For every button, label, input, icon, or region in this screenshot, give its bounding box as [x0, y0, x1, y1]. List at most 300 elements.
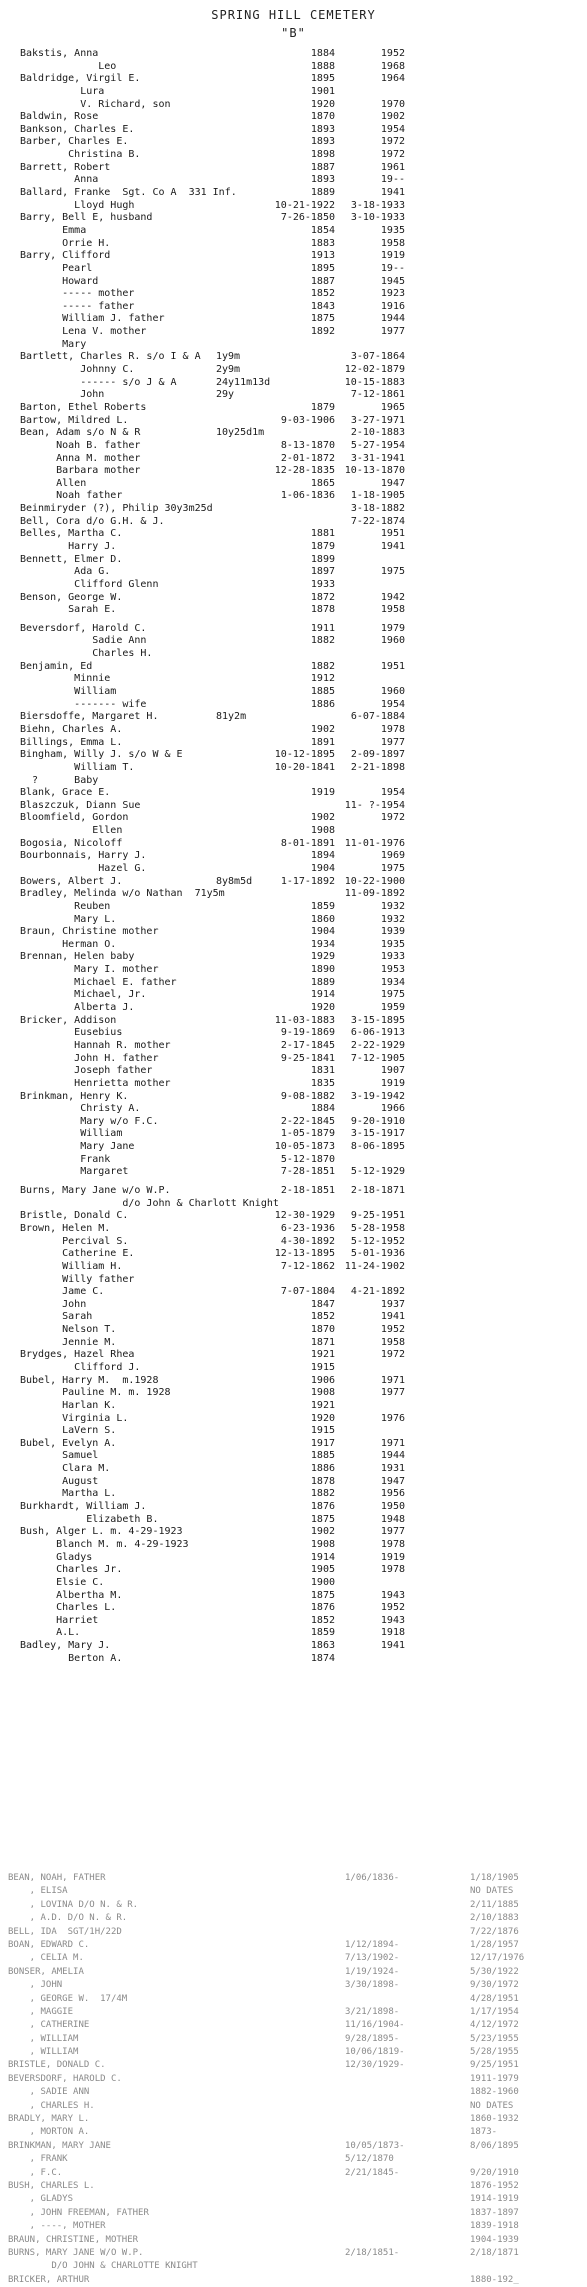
burial-died: 1954 — [380, 787, 405, 799]
typed-name: , WILLIAM — [8, 2033, 79, 2044]
typed-name: BRADLY, MARY L. — [8, 2114, 90, 2125]
typed-name: , GLADYS — [8, 2194, 74, 2205]
typed-row — [0, 1979, 587, 1992]
burial-name: Jame C. — [20, 1286, 105, 1298]
burial-name: Catherine E. — [20, 1248, 135, 1260]
burial-name: William — [20, 686, 117, 698]
typed-row — [0, 1899, 587, 1912]
burial-name: Reuben — [20, 900, 111, 912]
burial-born: 1874 — [310, 1652, 335, 1664]
burial-name: Harriet — [20, 1614, 99, 1626]
burial-row — [0, 1261, 587, 1274]
burial-died: 1934 — [380, 976, 405, 988]
burial-row — [0, 749, 587, 762]
burial-died: 1971 — [380, 1437, 405, 1449]
burial-row — [0, 276, 587, 289]
typed-row — [0, 2207, 587, 2220]
typed-row — [0, 2006, 587, 2019]
burial-name: Barrett, Robert — [20, 161, 111, 173]
burial-died: 1971 — [380, 1374, 405, 1386]
burial-born: 2-01-1872 — [280, 452, 335, 464]
burial-name: ----- father — [20, 300, 135, 312]
typed-row — [0, 2033, 587, 2046]
burial-died: 19-- — [380, 174, 405, 186]
burial-born: 1875 — [310, 1589, 335, 1601]
burial-born: 1859 — [310, 900, 335, 912]
burial-row — [0, 528, 587, 541]
burial-died: 12-02-1879 — [344, 364, 405, 376]
burial-name: Martha L. — [20, 1488, 117, 1500]
burial-row — [0, 1078, 587, 1091]
burial-died: 1941 — [380, 1311, 405, 1323]
burial-name: ? Baby — [20, 774, 99, 786]
burial-born: 1906 — [310, 1374, 335, 1386]
burial-died: 1960 — [380, 686, 405, 698]
burial-died: 1-18-1905 — [350, 490, 405, 502]
typed-date-end: 9/30/1972 — [470, 1980, 519, 1991]
typed-name: , CATHERINE — [8, 2020, 90, 2031]
burial-row — [0, 1324, 587, 1337]
typed-name: , FRANK — [8, 2154, 68, 2165]
burial-row — [0, 1166, 587, 1179]
burial-row — [0, 926, 587, 939]
typed-date-end: 1873- — [470, 2127, 498, 2138]
burial-name: Badley, Mary J. — [20, 1640, 111, 1652]
typed-row — [0, 2234, 587, 2247]
typed-row — [0, 1872, 587, 1885]
burial-died: 1951 — [380, 660, 405, 672]
burial-died: 1977 — [380, 1526, 405, 1538]
burial-row — [0, 174, 587, 187]
burial-born: 1895 — [310, 73, 335, 85]
typed-row — [0, 1885, 587, 1898]
burial-name: Ballard, Franke Sgt. Co A 331 Inf. — [20, 187, 237, 199]
burial-died: 1935 — [380, 224, 405, 236]
burial-died: 1918 — [380, 1627, 405, 1639]
burial-name: Barton, Ethel Roberts — [20, 401, 147, 413]
burial-row — [0, 326, 587, 339]
burial-row — [0, 351, 587, 364]
burial-row — [0, 225, 587, 238]
burial-name: Bowers, Albert J. — [20, 875, 123, 887]
burial-died: 11- ?-1954 — [344, 799, 405, 811]
burial-born: 10-21-1922 — [274, 199, 335, 211]
burial-born: 1875 — [310, 1513, 335, 1525]
burial-row — [0, 1640, 587, 1653]
typed-row — [0, 1993, 587, 2006]
burial-born: 1905 — [310, 1564, 335, 1576]
typed-name: BRINKMAN, MARY JANE — [8, 2140, 111, 2151]
burial-born: 1870 — [310, 111, 335, 123]
burial-born: 1929 — [310, 951, 335, 963]
burial-name: Brydges, Hazel Rhea — [20, 1349, 135, 1361]
typed-name: , WILLIAM — [8, 2047, 79, 2058]
burial-died: 1919 — [380, 250, 405, 262]
typed-date: 10/05/1873- — [345, 2140, 405, 2151]
typed-row — [0, 2113, 587, 2126]
burial-died: 10-22-1900 — [344, 875, 405, 887]
burial-name: Clifford Glenn — [20, 578, 159, 590]
burial-row — [0, 775, 587, 788]
typed-name: , JOHN — [8, 1980, 63, 1991]
typed-date-end: 1/18/1905 — [470, 1873, 519, 1883]
burial-name: Elizabeth B. — [20, 1513, 159, 1525]
burial-row — [0, 1400, 587, 1413]
typed-date-end: 1914-1919 — [470, 2194, 519, 2205]
burial-name: Frank — [20, 1153, 111, 1165]
burial-row — [0, 1438, 587, 1451]
burial-died: 3-31-1941 — [350, 452, 405, 464]
burial-row — [0, 1065, 587, 1078]
burial-born: 1863 — [310, 1640, 335, 1652]
burial-died: 1966 — [380, 1103, 405, 1115]
burial-row — [0, 339, 587, 352]
burial-row — [0, 1602, 587, 1615]
burial-row — [0, 711, 587, 724]
burial-born: 12-28-1835 — [274, 465, 335, 477]
burial-born: 1894 — [310, 850, 335, 862]
section-letter: "B" — [281, 26, 306, 40]
burial-row — [0, 1236, 587, 1249]
burial-name: Christina B. — [20, 149, 141, 161]
typed-row — [0, 2274, 587, 2287]
typed-row — [0, 1952, 587, 1965]
burial-born: 9-25-1841 — [280, 1052, 335, 1064]
burial-name: Leo — [20, 60, 117, 72]
burial-born: 1897 — [310, 566, 335, 578]
typed-row — [0, 2140, 587, 2153]
burial-row — [0, 1526, 587, 1539]
burial-died: 7-22-1874 — [350, 515, 405, 527]
typed-date-end: 1839-1918 — [470, 2221, 519, 2232]
burial-row — [0, 136, 587, 149]
burial-died: 1902 — [380, 111, 405, 123]
burial-born: 12-30-1929 — [274, 1210, 335, 1222]
burial-name: Barry, Clifford — [20, 250, 111, 262]
document-title: SPRING HILL CEMETERY — [211, 8, 376, 22]
burial-row — [0, 86, 587, 99]
burial-born: 1870 — [310, 1324, 335, 1336]
burial-died: 1960 — [380, 635, 405, 647]
burial-born: 1884 — [310, 1103, 335, 1115]
burial-born: 1852 — [310, 1311, 335, 1323]
burial-born: 1921 — [310, 1399, 335, 1411]
burial-died: 1972 — [380, 149, 405, 161]
typed-date: 1/06/1836- — [345, 1873, 400, 1883]
burial-name: Bartow, Mildred L. — [20, 414, 129, 426]
burial-name: John — [20, 1298, 87, 1310]
burial-name: Pearl — [20, 262, 93, 274]
typed-date-end: 2/11/1885 — [470, 1899, 519, 1910]
typed-row — [0, 2059, 587, 2072]
burial-row — [0, 1040, 587, 1053]
burial-row — [0, 1577, 587, 1590]
burial-born: 1-05-1879 — [280, 1128, 335, 1140]
typed-name: , JOHN FREEMAN, FATHER — [8, 2207, 149, 2218]
typed-date-end: 1/17/1954 — [470, 2006, 519, 2017]
burial-born: 1852 — [310, 1614, 335, 1626]
typed-row — [0, 1939, 587, 1952]
burial-name: ------- wife — [20, 698, 147, 710]
burial-born: 1881 — [310, 528, 335, 540]
burial-name: Willy father — [20, 1273, 135, 1285]
typed-date-end: 4/28/1951 — [470, 1993, 519, 2004]
burial-row — [0, 111, 587, 124]
burial-born: 1892 — [310, 326, 335, 338]
typed-date-end: 1/28/1957 — [470, 1939, 519, 1950]
typed-date: 1/12/1894- — [345, 1939, 400, 1950]
typed-name: , MAGGIE — [8, 2006, 74, 2017]
burial-name: Baldwin, Rose — [20, 111, 99, 123]
burial-row — [0, 989, 587, 1002]
burial-died: 1972 — [380, 812, 405, 824]
burial-row — [0, 737, 587, 750]
burial-row — [0, 648, 587, 661]
burial-name: d/o John & Charlott Knight — [20, 1197, 279, 1209]
burial-row — [0, 901, 587, 914]
burial-died: 1970 — [380, 98, 405, 110]
burial-name: LaVern S. — [20, 1425, 117, 1437]
burial-name: Sadie Ann — [20, 635, 147, 647]
burial-born: 1-17-1892 — [280, 875, 335, 887]
burial-row — [0, 635, 587, 648]
burial-row — [0, 61, 587, 74]
burial-died: 1979 — [380, 622, 405, 634]
burial-name: Percival S. — [20, 1235, 129, 1247]
typed-date-end: 2/10/1883 — [470, 1913, 519, 1924]
burial-name: Bakstis, Anna — [20, 48, 99, 59]
burial-died: 1954 — [380, 123, 405, 135]
burial-died: 1969 — [380, 850, 405, 862]
burial-born: 1914 — [310, 1551, 335, 1563]
burial-born: 1883 — [310, 237, 335, 249]
burial-row — [0, 977, 587, 990]
burial-row — [0, 1091, 587, 1104]
typed-name: BEVERSDORF, HAROLD C. — [8, 2073, 122, 2084]
burial-row — [0, 301, 587, 314]
typed-date-end: 2/18/1871 — [470, 2247, 519, 2258]
burial-name: Bourbonnais, Harry J. — [20, 850, 147, 862]
burial-row — [0, 623, 587, 636]
burial-name: Pauline M. m. 1928 — [20, 1387, 171, 1399]
burial-name: Orrie H. — [20, 237, 111, 249]
burial-born: 1889 — [310, 976, 335, 988]
burial-died: 1964 — [380, 73, 405, 85]
burial-row — [0, 812, 587, 825]
burial-row — [0, 1015, 587, 1028]
burial-died: 1944 — [380, 313, 405, 325]
burial-died: 1947 — [380, 477, 405, 489]
typed-date-end: NO DATES — [470, 2100, 514, 2111]
burial-row — [0, 1210, 587, 1223]
burial-row — [0, 1463, 587, 1476]
typed-date-end: 12/17/1976 — [470, 1953, 525, 1964]
typed-row — [0, 2019, 587, 2032]
burial-died: 4-21-1892 — [350, 1286, 405, 1298]
burial-row — [0, 1387, 587, 1400]
burial-name: Samuel — [20, 1450, 99, 1462]
burial-died: 1950 — [380, 1501, 405, 1513]
burial-died: 1919 — [380, 1077, 405, 1089]
burial-died: 2-18-1871 — [350, 1185, 405, 1197]
burial-born: 1904 — [310, 863, 335, 874]
burial-row — [0, 888, 587, 901]
burial-name: Sarah E. — [20, 604, 117, 616]
burial-name: Burkhardt, William J. — [20, 1501, 147, 1513]
burial-row — [0, 377, 587, 390]
burial-died: 1978 — [380, 1538, 405, 1550]
burial-row — [0, 200, 587, 213]
burial-born: 1831 — [310, 1065, 335, 1077]
burial-row — [0, 48, 587, 61]
burial-row — [0, 566, 587, 579]
burial-name: Charles H. — [20, 648, 153, 660]
typed-row — [0, 1966, 587, 1979]
burial-born: 1887 — [310, 275, 335, 287]
burial-name: Mary Jane — [20, 1141, 135, 1153]
burial-row — [0, 964, 587, 977]
typed-name: BRISTLE, DONALD C. — [8, 2060, 106, 2071]
burial-row — [0, 1274, 587, 1287]
burial-born: 1878 — [310, 604, 335, 616]
burial-born: 1893 — [310, 123, 335, 135]
burial-died: 1954 — [380, 698, 405, 710]
burial-row — [0, 787, 587, 800]
typed-date: 3/30/1898- — [345, 1980, 400, 1991]
burial-born: 1913 — [310, 250, 335, 262]
burial-died: 1958 — [380, 237, 405, 249]
burial-row — [0, 1002, 587, 1015]
burial-row — [0, 1514, 587, 1527]
burial-row — [0, 1501, 587, 1514]
burial-died: 3-10-1933 — [350, 212, 405, 224]
burial-name: Margaret — [20, 1166, 129, 1178]
burial-died: 1951 — [380, 528, 405, 540]
burial-died: 1978 — [380, 723, 405, 735]
typed-date: 9/28/1895- — [345, 2033, 400, 2044]
burial-row — [0, 1116, 587, 1129]
burial-born: 1878 — [310, 1475, 335, 1487]
typed-date: 7/13/1902- — [345, 1953, 400, 1964]
burial-row — [0, 673, 587, 686]
burial-row — [0, 724, 587, 737]
burial-row — [0, 1362, 587, 1375]
burial-born: 1921 — [310, 1349, 335, 1361]
typed-date-end: 9/25/1951 — [470, 2060, 519, 2071]
burial-row — [0, 800, 587, 813]
burial-born: 1902 — [310, 1526, 335, 1538]
burial-name: Allen — [20, 477, 87, 489]
burial-name: Biersdoffe, Margaret H. — [20, 711, 159, 723]
burial-row — [0, 1154, 587, 1167]
typed-row — [0, 2153, 587, 2166]
burial-born: 1891 — [310, 736, 335, 748]
burial-born: 2-18-1851 — [280, 1185, 335, 1197]
burial-died: 1952 — [380, 1324, 405, 1336]
burial-born: 1917 — [310, 1437, 335, 1449]
burial-row — [0, 1103, 587, 1116]
burial-name: Bush, Alger L. m. 4-29-1923 — [20, 1526, 183, 1538]
burial-born: 1885 — [310, 1450, 335, 1462]
burial-row — [0, 250, 587, 263]
burial-name: Mary L. — [20, 913, 117, 925]
burial-row — [0, 951, 587, 964]
typed-row — [0, 1926, 587, 1939]
burial-died: 1935 — [380, 938, 405, 950]
burial-died: 1931 — [380, 1463, 405, 1475]
burial-died: 1937 — [380, 1298, 405, 1310]
burial-born: 1886 — [310, 1463, 335, 1475]
burial-name: Minnie — [20, 673, 111, 685]
burial-died: 1968 — [380, 60, 405, 72]
burial-name: Johnny C. — [20, 364, 135, 376]
burial-row — [0, 1653, 587, 1666]
burial-died: 1941 — [380, 187, 405, 199]
burial-row — [0, 415, 587, 428]
burial-row — [0, 1590, 587, 1603]
burial-born: 1908 — [310, 1387, 335, 1399]
burial-name: A.L. — [20, 1627, 81, 1639]
typed-name: , LOVINA D/O N. & R. — [8, 1899, 139, 1910]
burial-born: 1847 — [310, 1298, 335, 1310]
burial-name: Albertha M. — [20, 1589, 123, 1601]
burial-name: Beversdorf, Harold C. — [20, 622, 147, 634]
typed-name: BRAUN, CHRISTINE, MOTHER — [8, 2234, 139, 2245]
burial-name: John H. father — [20, 1052, 159, 1064]
burial-died: 1965 — [380, 401, 405, 413]
burial-born: 1920 — [310, 1002, 335, 1014]
burial-died: 1959 — [380, 1002, 405, 1014]
burial-born: 1915 — [310, 1425, 335, 1437]
burial-name: Ellen — [20, 825, 123, 837]
burial-died: 1916 — [380, 300, 405, 312]
typed-date-end: 7/22/1876 — [470, 1926, 519, 1937]
burial-name: Mary w/o F.C. — [20, 1115, 159, 1127]
burial-row — [0, 1375, 587, 1388]
burial-name: Barry, Bell E, husband — [20, 212, 153, 224]
typed-date-end: 9/20/1910 — [470, 2167, 519, 2178]
typed-row — [0, 2100, 587, 2113]
burial-row — [0, 554, 587, 567]
typed-name: BOAN, EDWARD C. — [8, 1939, 90, 1950]
burial-born: 1-06-1836 — [280, 490, 335, 502]
burial-born: 1902 — [310, 723, 335, 735]
burial-born: 1902 — [310, 812, 335, 824]
burial-died: 10-15-1883 — [344, 376, 405, 388]
burial-died: 9-20-1910 — [350, 1115, 405, 1127]
burial-name: William — [20, 1128, 123, 1140]
burial-name: Brinkman, Henry K. — [20, 1090, 129, 1102]
typed-date-end: 5/28/1955 — [470, 2047, 519, 2058]
burial-name: Bennett, Elmer D. — [20, 553, 123, 565]
burial-died: 7-12-1905 — [350, 1052, 405, 1064]
burial-name: Baldridge, Virgil E. — [20, 73, 141, 85]
burial-died: 1933 — [380, 951, 405, 963]
burial-row — [0, 1248, 587, 1261]
burial-born: 1865 — [310, 477, 335, 489]
burial-born: 7-26-1850 — [280, 212, 335, 224]
typed-name: D/O JOHN & CHARLOTTE KNIGHT — [8, 2261, 198, 2272]
burial-name: Benson, George W. — [20, 591, 123, 603]
burial-row — [0, 187, 587, 200]
burial-row — [0, 1128, 587, 1141]
burial-row — [0, 162, 587, 175]
burial-row — [0, 1027, 587, 1040]
burial-row — [0, 238, 587, 251]
typed-date: 10/06/1819- — [345, 2047, 405, 2058]
burial-born: 9-08-1882 — [280, 1090, 335, 1102]
burial-died: 8-06-1895 — [350, 1141, 405, 1153]
